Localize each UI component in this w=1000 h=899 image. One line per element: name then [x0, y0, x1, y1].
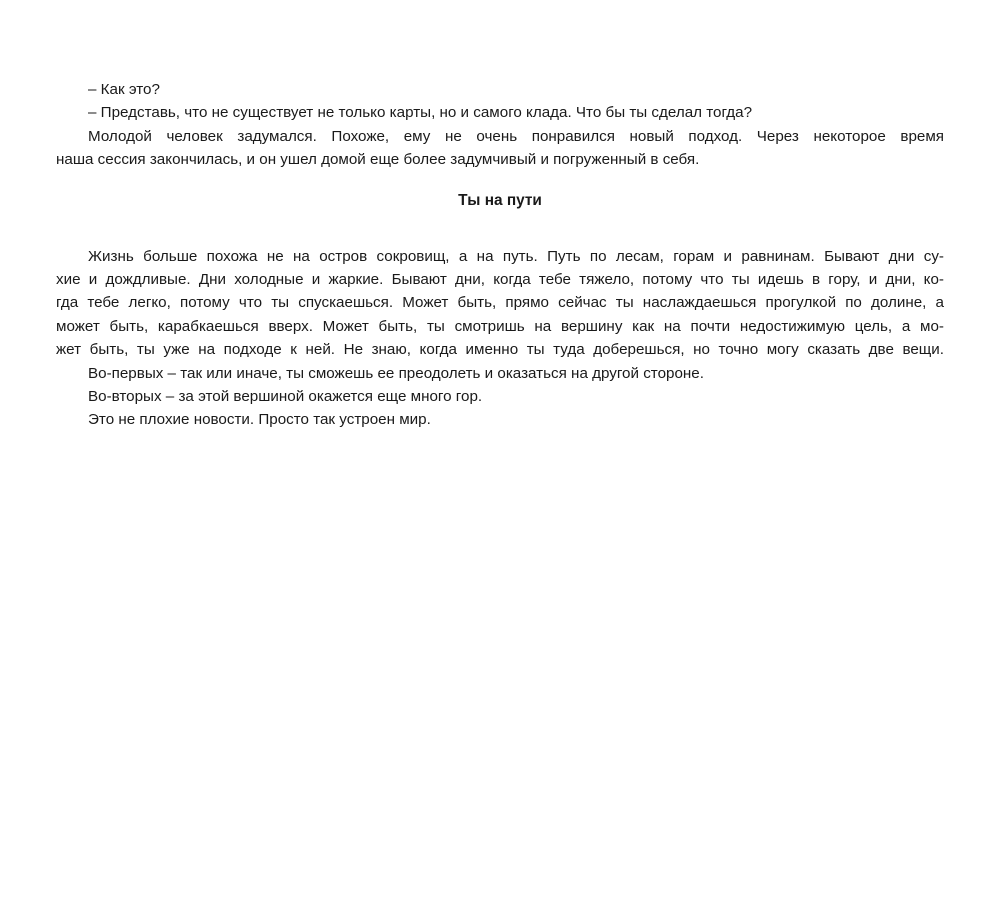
document-page — [56, 0, 944, 432]
body-paragraph: Во-вторых – за этой вершиной окажется еще много гор. — [88, 388, 483, 406]
dialogue-line: – Как это? — [88, 81, 160, 98]
paragraph-line: может быть, карабкаешься вверх. Может быть, ты смотришь на вершину как на почти недостижимую цель, а мо- — [56, 317, 944, 335]
dialogue-block — [56, 78, 944, 172]
paragraph-line: Жизнь больше похожа не на остров сокровищ, а на путь. Путь по лесам, горам и равнинам. Бывают дни су- — [88, 247, 944, 265]
section-body — [56, 245, 944, 432]
paragraph-line: гда тебе легко, потому что ты спускаешься. Может быть, прямо сейчас ты наслаждаешься прогулкой по долине, а — [56, 294, 944, 312]
body-paragraph: Это не плохие новости. Просто так устроен мир. — [88, 411, 431, 429]
paragraph-line: жет быть, ты уже на подходе к ней. Не знаю, когда именно ты туда доберешься, но точно могу сказать две вещи. — [56, 341, 944, 359]
section-title: Ты на пути — [458, 191, 542, 209]
body-paragraph: Во-первых – так или иначе, ты сможешь ее преодолеть и оказаться на другой стороне. — [88, 364, 704, 382]
body-paragraph — [56, 245, 944, 362]
dialogue-line: – Представь, что не существует не только карты, но и самого клада. Что бы ты сделал тогда? — [88, 104, 753, 122]
paragraph-line: Молодой человек задумался. Похоже, ему не очень понравился новый подход. Через некоторое время — [88, 127, 944, 145]
narrative-paragraph — [56, 125, 944, 172]
paragraph-line: наша сессия закончилась, и он ушел домой еще более задумчивый и погруженный в себя. — [56, 151, 700, 169]
paragraph-line: хие и дождливые. Дни холодные и жаркие. Бывают дни, когда тебе тяжело, потому что ты идешь в гору, и дни, ко- — [56, 271, 944, 289]
